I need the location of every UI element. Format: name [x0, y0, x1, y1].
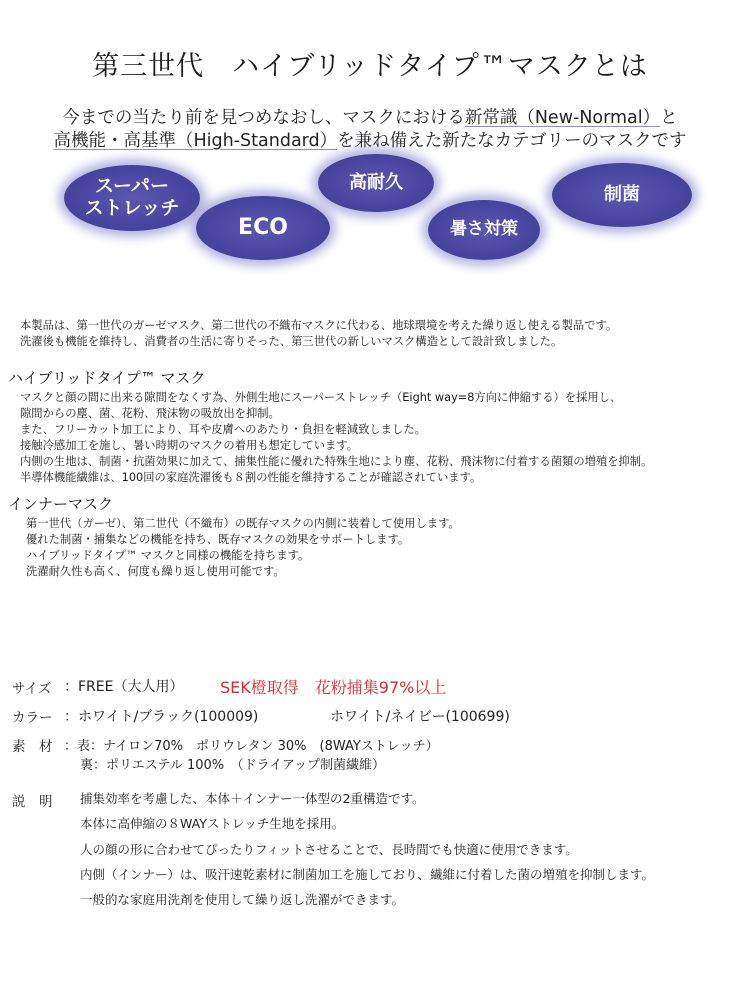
intro-line-1: 今までの当たり前を見つめなおし、マスクにおける新常識（New-Normal）と [62, 108, 678, 128]
inner-heading: インナーマスク [8, 495, 114, 513]
description-label: 説 明 [12, 794, 53, 810]
size-note: SEK橙取得 花粉捕集97%以上 [220, 678, 447, 697]
size-label: サイズ [12, 681, 52, 697]
new-normal-text: 新常識（New-Normal） [464, 108, 661, 128]
material-line-1: ：表：ナイロン70% ポリウレタン 30% (8WAYストレッチ） [64, 739, 439, 754]
product-summary: 本製品は、第一世代のガーゼマスク、第二世代の不織布マスクに代わる、地球環境を考えた繰り返し使える製品です。 洗濯後も機能を維持し、消費者の生活に寄りそった、第三世代の新しいマスク構造として設計致しました。 [20, 319, 618, 348]
hybrid-description: マスクと顔の間に出来る隙間をなくす為、外側生地にスーパーストレッチ（Eight way=8方向に伸縮する）を採用し、 隙間からの塵、菌、花粉、飛沫物の吸放出を抑制。 また、フリーカット加工により、耳や皮膚へのあたり・負担を軽減致しました。 接触冷感加工を施し、暑い時期のマスクの着用も想定しています。 内側の生地は、制菌・抗菌効果に加えて、捕集性能に優れた特殊生地により塵、花粉、飛沫物に付着する菌類の増殖を抑制。 半導体機能繊維は、100回の家庭洗濯後も８割の性能を維持することが確認されています。 [20, 391, 653, 484]
description-line: 内側（インナー）は、吸汗速乾素材に制菌加工を施しており、繊維に付着した菌の増殖を抑制します。 [80, 867, 655, 882]
size-value: ：FREE（大人用） [64, 679, 184, 695]
color-label: カラー [12, 710, 53, 726]
material-label: 素 材 [12, 739, 53, 755]
color-value-2: ホワイト/ネイビー(100699) [330, 709, 510, 725]
feature-antibacterial: 制菌 [552, 163, 692, 227]
feature-heat-measures: 暑さ対策 [428, 200, 540, 260]
inner-description: 第一世代（ガーゼ）、第二世代（不織布）の既存マスクの内側に装着して使用します。 優れた制菌・捕集などの機能を持ち、既存マスクの効果をサポートします。 ハイブリッドタイプ™ マスクと同様の機能を持ちます。 洗濯耐久性も高く、何度も繰り返し使用可能です。 [26, 517, 460, 578]
description-line: 一般的な家庭用洗剤を使用して繰り返し洗濯ができます。 [80, 892, 405, 907]
color-value-1: ：ホワイト/ブラック(100009) [64, 709, 259, 725]
feature-super-stretch: スーパー ストレッチ [64, 165, 200, 231]
material-line-2: 裏：ポリエステル 100% （ドライアップ制菌繊維） [80, 758, 385, 773]
high-standard-text: 高機能・高基準（High-Standard） [53, 131, 338, 151]
hybrid-heading: ハイブリッドタイプ™ マスク [8, 369, 206, 387]
page-title: 第三世代 ハイブリッドタイプ™マスクとは [92, 51, 648, 82]
description-line: 捕集効率を考慮した、本体＋インナー一体型の2重構造です。 [80, 791, 425, 806]
intro-line-2: 高機能・高基準（High-Standard）を兼ね備えた新たなカテゴリーのマスクです [53, 131, 687, 151]
feature-high-durability: 高耐久 [318, 154, 434, 212]
description-line: 人の顔の形に合わせてぴったりフィットさせることで、長時間でも快適に使用できます。 [80, 842, 578, 857]
description-line: 本体に高伸縮の８WAYストレッチ生地を採用。 [80, 816, 345, 831]
feature-eco: ECO [196, 196, 330, 260]
